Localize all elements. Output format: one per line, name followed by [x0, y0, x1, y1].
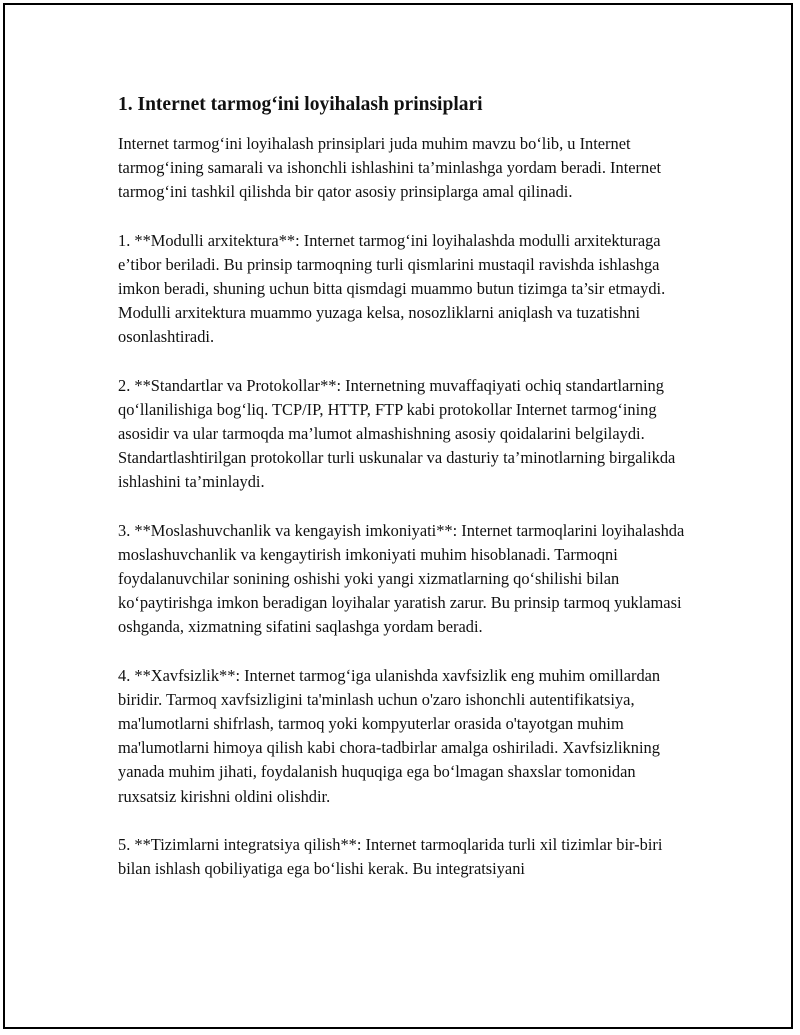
- paragraph-standards-protocols: 2. **Standartlar va Protokollar**: Internetning muvaffaqiyati ochiq standartlarning qo‘llanilishiga bog‘liq. TCP/IP, HTTP, FTP kabi protokollar Internet tarmog‘ining asosidir va ular tarmoqda ma’lumot almashishning asosiy qoidalarini belgilaydi. Standartlashtirilgan protokollar turli uskunalar va dasturiy ta’minotlarning birgalikda ishlashini ta’minlaydi.: [118, 375, 676, 492]
- document-body: [118, 92, 688, 905]
- paragraph-security: 4. **Xavfsizlik**: Internet tarmog‘iga ulanishda xavfsizlik eng muhim omillardan biridir. Tarmoq xavfsizligini ta'minlash uchun o'zaro ishonchli autentifikatsiya, ma'lumotlarni shifrlash, tarmoq yoki kompyuterlar orasida o'tayotgan muhim ma'lumotlarni himoya qilish kabi chora-tadbirlar amalga oshiriladi. Xavfsizlikning yanada muhim jihati, foydalanish huquqiga ega bo‘lmagan shaxslar tomonidan ruxsatsiz kirishni oldini olishdir.: [118, 665, 661, 806]
- section-heading: 1. Internet tarmog‘ini loyihalash prinsiplari: [118, 94, 483, 115]
- paragraph-modular-architecture: 1. **Modulli arxitektura**: Internet tarmog‘ini loyihalashda modulli arxitekturaga e’tibor beriladi. Bu prinsip tarmoqning turli qismlarini mustaqil ravishda ishlashga imkon beradi, shuning uchun bitta qismdagi muammo butun tizimga ta’sir etmaydi. Modulli arxitektura muammo yuzaga kelsa, nosozliklarni aniqlash va tuzatishni osonlashtiradi.: [118, 230, 666, 347]
- paragraph-systems-integration: 5. **Tizimlarni integratsiya qilish**: Internet tarmoqlarida turli xil tizimlar bir-biri bilan ishlash qobiliyatiga ega bo‘lishi kerak. Bu integratsiyani: [118, 834, 663, 879]
- paragraph-flexibility-scalability: 3. **Moslashuvchanlik va kengayish imkoniyati**: Internet tarmoqlarini loyihalashda moslashuvchanlik va kengaytirish imkoniyati muhim hisoblanadi. Tarmoqni foydalanuvchilar sonining oshishi yoki yangi xizmatlarning qo‘shilishi bilan ko‘paytirishga imkon beradigan loyihalar yaratish zarur. Bu prinsip tarmoq yuklamasi oshganda, xizmatning sifatini saqlashga yordam beradi.: [118, 520, 685, 637]
- intro-paragraph: Internet tarmog‘ini loyihalash prinsiplari juda muhim mavzu bo‘lib, u Internet tarmog‘ining samarali va ishonchli ishlashini ta’minlashga yordam beradi. Internet tarmog‘ini tashkil qilishda bir qator asosiy prinsiplarga amal qilinadi.: [118, 134, 662, 202]
